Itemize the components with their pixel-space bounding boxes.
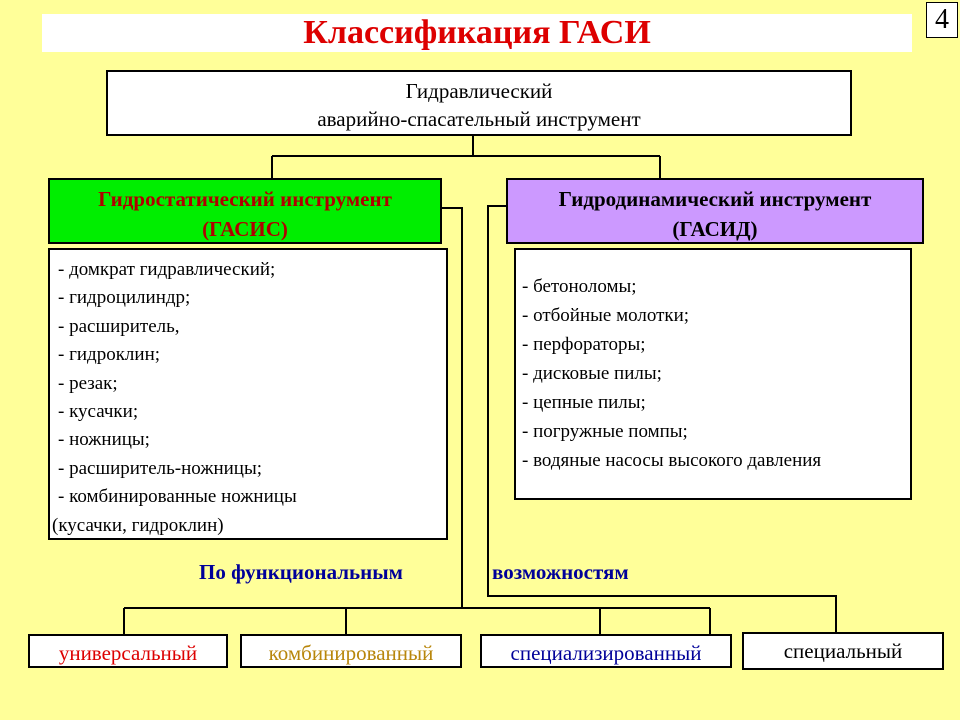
- list-item: - резак;: [58, 372, 118, 394]
- list-item: - погружные помпы;: [522, 421, 688, 442]
- functional-label-part1: По функциональным: [199, 560, 403, 584]
- list-item: - расширитель-ножницы;: [58, 457, 262, 479]
- functional-label-part2: возможностям: [492, 560, 629, 584]
- type-special: специальный: [742, 632, 944, 670]
- hydrodynamic-node: [506, 178, 924, 244]
- hydrostatic-title: Гидростатический инструмент: [98, 187, 392, 211]
- list-item: - расширитель,: [58, 315, 180, 337]
- list-item: - домкрат гидравлический;: [58, 259, 276, 280]
- list-item: - гидроцилиндр;: [58, 287, 191, 309]
- hydrostatic-node: [48, 178, 442, 244]
- page-number: 4: [926, 2, 958, 38]
- type-specialized: специализированный: [480, 634, 732, 668]
- root-node: [106, 70, 852, 136]
- list-item: - перфораторы;: [522, 334, 646, 355]
- list-item: - гидроклин;: [58, 344, 161, 366]
- hydrodynamic-list: [514, 248, 912, 500]
- hydrostatic-abbr: (ГАСИС): [202, 217, 288, 241]
- list-item: - водяные насосы высокого давления: [522, 450, 822, 471]
- list-item: - цепные пилы;: [522, 392, 646, 413]
- list-item: - комбинированные ножницы: [58, 486, 297, 508]
- hydrostatic-list: [48, 248, 448, 540]
- list-item: - отбойные молотки;: [522, 305, 690, 326]
- list-item: - ножницы;: [58, 429, 150, 451]
- root-line-1: Гидравлический: [405, 79, 553, 103]
- hydrodynamic-abbr: (ГАСИД): [672, 217, 758, 241]
- page-title: Классификация ГАСИ: [42, 14, 912, 52]
- list-item: - бетоноломы;: [522, 276, 637, 297]
- list-item: (кусачки, гидроклин): [52, 514, 224, 536]
- root-line-2: аварийно-спасательный инструмент: [317, 107, 641, 131]
- list-item: - кусачки;: [58, 401, 139, 423]
- type-universal: универсальный: [28, 634, 228, 668]
- list-item: - дисковые пилы;: [522, 363, 662, 384]
- type-combined: комбинированный: [240, 634, 462, 668]
- hydrodynamic-title: Гидродинамический инструмент: [558, 187, 872, 211]
